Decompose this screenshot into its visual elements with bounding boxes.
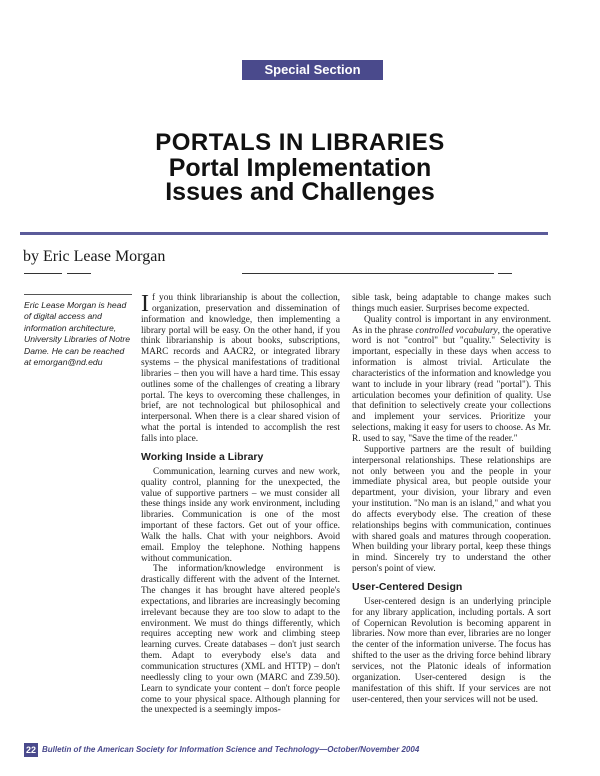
article-column-2 — [352, 293, 551, 705]
byline: by Eric Lease Morgan — [23, 248, 166, 265]
article-title — [0, 130, 600, 204]
quality-text-start: Quality control is important in any environment. As in the phrase — [352, 314, 551, 336]
byline-rule-middle — [242, 273, 494, 274]
author-bio-sidebar: Eric Lease Morgan is head of digital access and information architecture, University Libraries of Notre Dame. He can be reached at emorgan@nd.edu — [24, 294, 132, 368]
heading-working-inside-library: Working Inside a Library — [141, 450, 264, 463]
paragraph-quality-control — [352, 315, 551, 445]
article-column-1 — [141, 293, 340, 716]
quality-text-end: , the operative word is not "control" but "quality." Selectivity is important, especially in these days when access to information is almost trivial. Articulate the characteristics of the information and knowledge you want to include in your library (read "portal"). This articulation becomes your definition of quality. Use that definition to selectively create your collections and implement your services. Prioritize your selections, making it easy for users to choose. As Mr. R. used to say, "Save the time of the reader." — [352, 325, 552, 444]
paragraph-communication: Communication, learning curves and new work, quality control, planning for the unexpected, the value of supportive partners – we must consider all these things inside any work environment, including libraries. Communication is one of the most important of these factors. Get out of your office. Walk the halls. Chat with your neighbors. Avoid email. Employ the telephone. Nothing happens without communication. — [141, 466, 340, 564]
quality-emphasis: controlled vocabulary — [415, 325, 498, 336]
page-footer — [24, 744, 576, 756]
paragraph-information-environment: The information/knowledge environment is drastically different with the advent of the Internet. The changes it has brought have altered people's expectations, and libraries are increasingly becoming irrelevant because they are too slow to adapt to the environment. We must do things differently, which requires accepting new work and climbing steep learning curves. Create databases – don't just search them. Adapt to everybody else's data and communication structures (XML and HTTP) – don't needlessly cling to your own (MARC and Z39.50). Learn to syndicate your content – don't force people come to your physical space. Although planning for the unexpected is a seemingly impos- — [141, 564, 340, 716]
byline-rule-right — [498, 273, 512, 274]
title-main: PORTALS IN LIBRARIES — [155, 129, 445, 156]
paragraph-user-centered-design: User-centered design is an underlying principle for any library application, including portals. A sort of Copernican Revolution is becoming apparent in libraries. Now more than ever, libraries are no longer the center of the information universe. The focus has shifted to the user as the driving force behind library services, not the Platonic ideals of information organization. User-centered design is the manifestation of this shift. If your services are not user-centered, then your services will not be used. — [352, 596, 551, 705]
drop-cap: I — [141, 291, 149, 317]
journal-citation: Bulletin of the American Society for Information Science and Technology—October/November 2004 — [42, 745, 420, 754]
byline-rule-left — [24, 273, 62, 274]
title-sub-line-1: Portal Implementation — [168, 154, 432, 182]
heading-user-centered-design: User-Centered Design — [352, 580, 463, 593]
paragraph-supportive-partners: Supportive partners are the result of building interpersonal relationships. These relationships are not only between you and the people in your immediate physical area, but people outside your department, your division, your library and even your institution. "No man is an island," and what you do affects everybody else. The creation of these relationships begins with communication, continues with shared goals and matures through cooperation. When building your library portal, keep these things in mind. Sincerely try to understand the other person's point of view. — [352, 444, 551, 575]
intro-text: f you think librarianship is about the collection, organization, preservation and dissemination of information and knowledge, then implementing a library portal will be easy. On the other hand, if you think librarianship is about books, subscriptions, MARC records and AACR2, or integrated library systems – the physical manifestations of traditional libraries – then you will have a hard time. This essay outlines some of the challenges of creating a library portal. The keys to overcoming these challenges, in brief, are not technological but philosophical and interpersonal. When there is a clear shared vision of what the portal is intended to accomplish the rest falls into place. — [141, 293, 340, 444]
section-banner: Special Section — [242, 60, 383, 80]
title-sub-line-2: Issues and Challenges — [165, 178, 435, 206]
page-number: 22 — [25, 745, 36, 755]
byline-rule-left-2 — [67, 273, 91, 274]
intro-paragraph — [141, 293, 340, 445]
title-divider — [20, 232, 548, 235]
paragraph-continued: sible task, being adaptable to change makes such things much easier. Surprises become expected. — [352, 293, 551, 314]
